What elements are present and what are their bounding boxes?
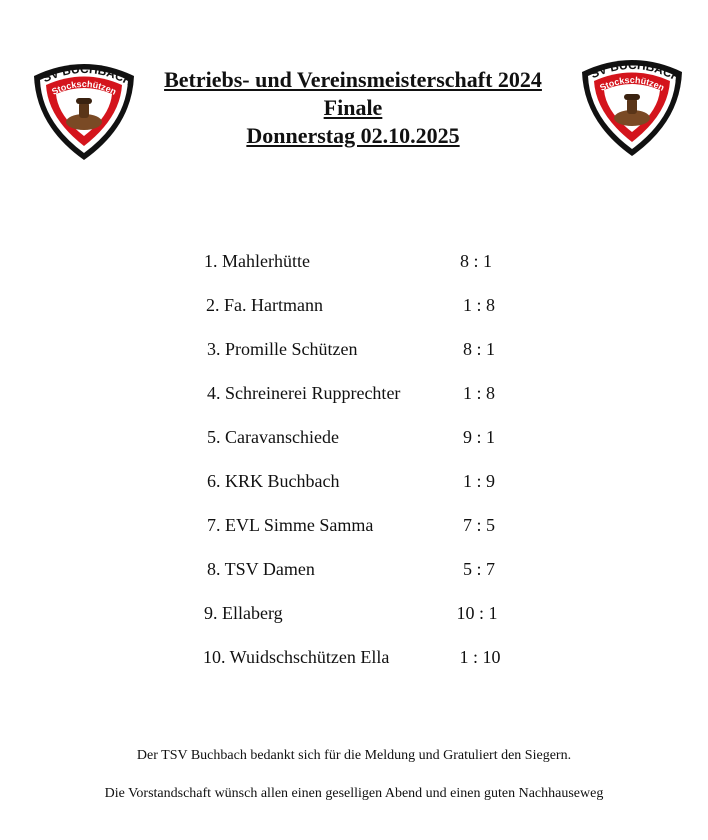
match-score: 5 : 7: [462, 559, 495, 579]
result-row: [0, 510, 708, 540]
match-score: 7 : 5: [462, 515, 495, 535]
match-score: 8 : 1: [459, 251, 492, 271]
document-title: [120, 66, 586, 150]
team-name: 6. KRK Buchbach: [207, 471, 340, 491]
logo-title-text: SV BUCHBACH: [588, 57, 683, 85]
team-name: 9. Ellaberg: [204, 603, 283, 623]
team-name: 10. Wuidschschützen Ella: [203, 647, 390, 667]
team-name: 7. EVL Simme Samma: [207, 515, 374, 535]
match-score: 1 : 9: [462, 471, 495, 491]
title-date: Donnerstag 02.10.2025: [246, 123, 460, 148]
match-score: 8 : 1: [462, 339, 495, 359]
result-row: [0, 642, 708, 672]
title-event: Betriebs- und Vereinsmeisterschaft 2024: [164, 67, 542, 92]
title-round: Finale: [323, 95, 383, 120]
team-name: 1. Mahlerhütte: [204, 251, 310, 271]
team-name: 2. Fa. Hartmann: [206, 295, 323, 315]
logo-subtitle-text: Stockschützen: [50, 78, 118, 97]
footer-wishes: Die Vorstandschaft wünsch allen einen geselligen Abend und einen guten Nachhauseweg: [104, 786, 604, 801]
match-score: 1 : 8: [462, 383, 495, 403]
result-row: [0, 334, 708, 364]
result-row: [0, 422, 708, 452]
team-name: 3. Promille Schützen: [207, 339, 358, 359]
result-row: [0, 378, 708, 408]
result-row: [0, 290, 708, 320]
team-name: 8. TSV Damen: [207, 559, 315, 579]
match-score: 1 : 10: [459, 647, 501, 667]
result-row: [0, 246, 708, 276]
shield-logo-icon: [576, 50, 688, 158]
logo-subtitle-text: Stockschützen: [598, 74, 666, 93]
tsv-buchbach-logo-right: [576, 50, 688, 158]
match-score: 10 : 1: [456, 603, 498, 623]
result-row: [0, 466, 708, 496]
result-row: [0, 598, 708, 628]
match-score: 1 : 8: [462, 295, 495, 315]
logo-title-text: SV BUCHBACH: [40, 61, 135, 89]
team-name: 5. Caravanschiede: [207, 427, 339, 447]
footer-thanks: Der TSV Buchbach bedankt sich für die Meldung und Gratuliert den Siegern.: [136, 748, 572, 763]
team-name: 4. Schreinerei Rupprechter: [207, 383, 401, 403]
result-row: [0, 554, 708, 584]
match-score: 9 : 1: [462, 427, 495, 447]
